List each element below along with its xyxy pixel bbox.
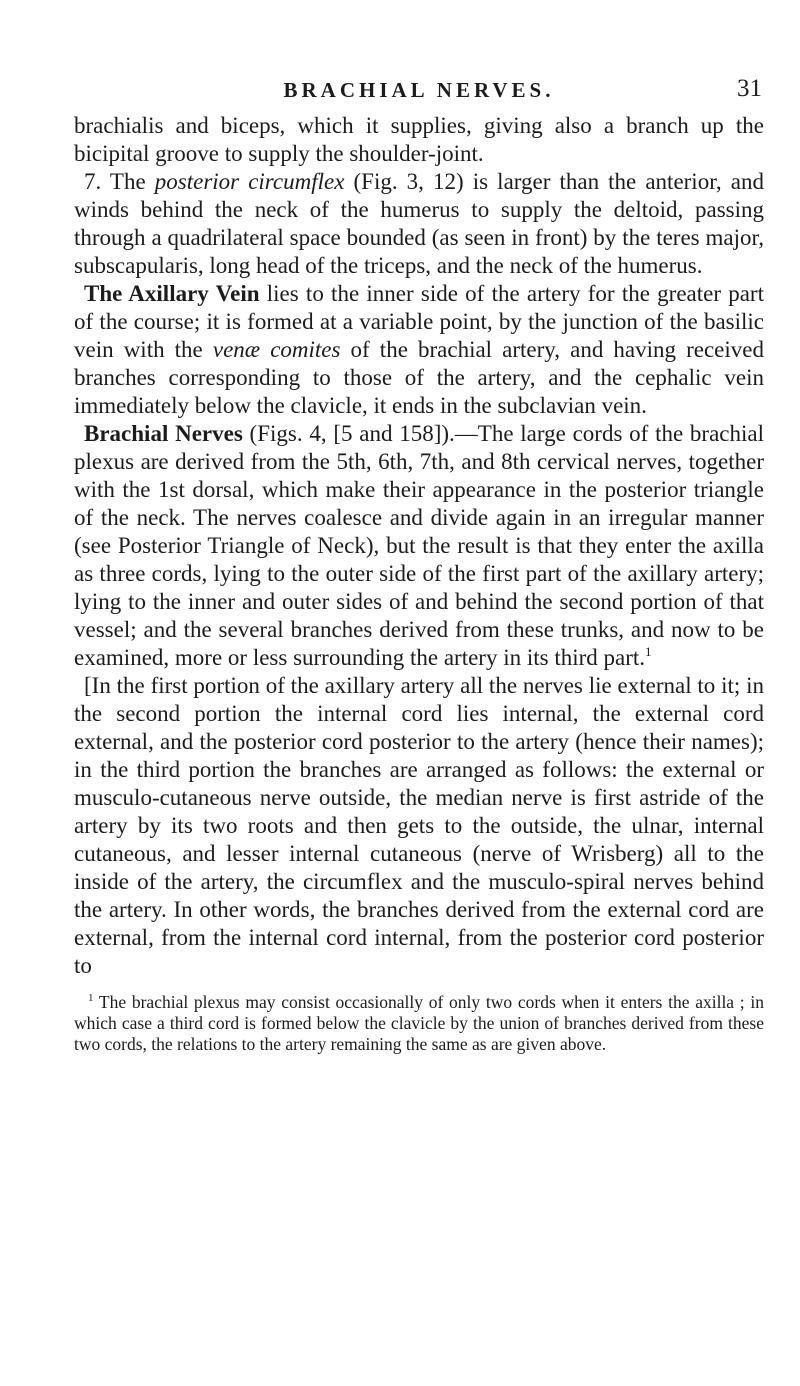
paragraph-nerve-arrangement: [In the first portion of the axillary artery all the nerves lie external to it; in the second portion the internal cord lies internal, the external cord external, and the posterior cord posterior to the artery (hence their names); in the third portion the branches are arranged as follows: the external or musculo-cutaneous nerve outside, the median nerve is first astride of the artery by its two roots and then gets to the outside, the ulnar, internal cutaneous, and lesser internal cutaneous (nerve of Wrisberg) all to the inside of the artery, the circumflex and the musculo-spiral nerves behind the artery. In other words, the branches derived from the external cord are external, from the internal cord internal, from the posterior cord posterior to xyxy=(74,673,764,978)
paragraph-text: lies to the inner side of the artery for the greater part of the course; it is formed at a variable point, by the junction of the basilic vein with the xyxy=(74,281,764,362)
paragraph-text: (Figs. 4, [5 and 158]).—The large cords of the brachial plexus are derived from the 5th, 6th, 7th, and 8th cervical nerves, together with the 1st dorsal, which make their appearance in the posterior triangle of the neck. The nerves coalesce and divide again in an irregular manner (see Posterior Triangle of Neck), but the result is that they enter the axilla as three cords, lying to the outer side of the first part of the axillary artery; lying to the inner and outer sides of and behind the second portion of that vessel; and the several branches derived from these trunks, and now to be examined, more or less surrounding the artery in its third part. xyxy=(74,421,765,670)
footnote-mark: 1 xyxy=(88,992,94,1004)
footnote-text: The brachial plexus may consist occasionally of only two cords when it enters the axilla ; in which case a third cord is formed below the clavicle by the union of branches derived from these two cords, the relations to the artery remaining the same as are given above. xyxy=(74,992,764,1054)
paragraph-axillary-vein xyxy=(74,280,764,420)
page-number: 31 xyxy=(737,75,762,102)
book-page xyxy=(74,75,765,1055)
running-title: BRACHIAL NERVES. xyxy=(283,78,555,102)
paragraph-continuation: brachialis and biceps, which it supplies, giving also a branch up the bicipital groove to supply the shoulder-joint. xyxy=(74,113,764,166)
paragraph-text: (Fig. 3, 12) is larger than the anterior, and winds behind the neck of the humerus to supply the deltoid, passing through a quadrilateral space bounded (as seen in front) by the teres major, subscapularis, long head of the triceps, and the neck of the humerus. xyxy=(74,169,764,278)
paragraph-posterior-circumflex xyxy=(74,168,764,280)
italic-term: venæ comites xyxy=(212,337,341,362)
running-head xyxy=(74,75,764,108)
section-heading: Brachial Nerves xyxy=(84,421,243,446)
section-heading: The Axillary Vein xyxy=(84,281,260,306)
paragraph-text: of the brachial artery, and having received branches corresponding to those of the artery, and the cephalic vein immediately below the clavicle, it ends in the subclavian vein. xyxy=(74,337,764,418)
footnote xyxy=(74,992,764,1055)
item-number: 7. The xyxy=(84,169,155,194)
paragraph-brachial-nerves xyxy=(74,420,764,672)
footnote-reference[interactable]: 1 xyxy=(645,644,652,659)
body-text xyxy=(74,112,764,980)
italic-term: posterior circumflex xyxy=(154,169,345,194)
